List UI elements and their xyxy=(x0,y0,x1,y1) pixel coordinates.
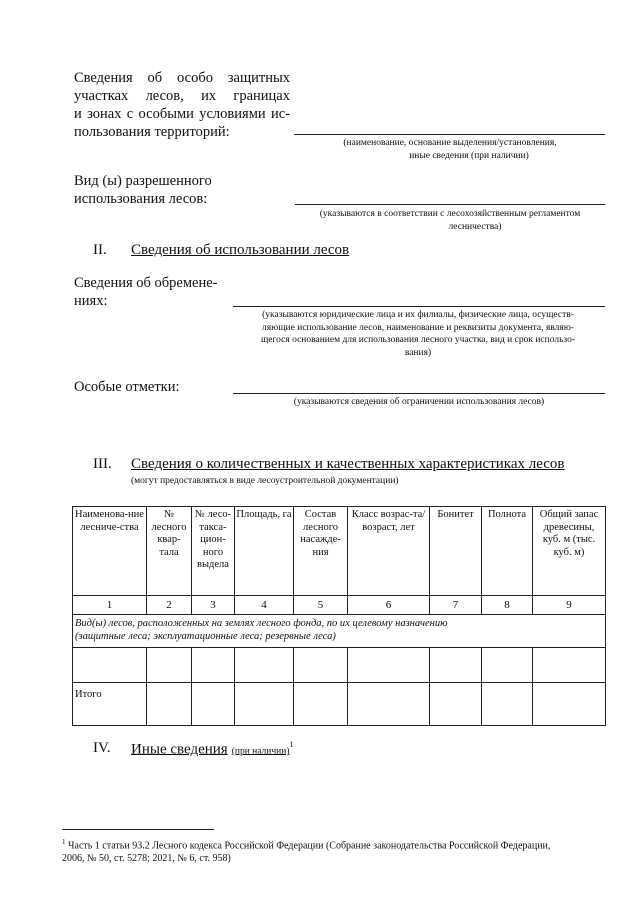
table-number-row xyxy=(73,596,606,615)
footnote-mark: 1 xyxy=(62,838,66,846)
encumbrance-label xyxy=(74,274,244,310)
header-cell-forestry: Наименова-ние лесниче-ства xyxy=(73,507,147,596)
forest-characteristics-table xyxy=(72,506,606,726)
table-cell[interactable] xyxy=(430,683,482,726)
header-cell-bonitet: Бонитет xyxy=(430,507,482,596)
header-cell-composition: Состав лесного насажде-ния xyxy=(294,507,348,596)
protected-areas-hint xyxy=(300,137,600,162)
protected-areas-label xyxy=(74,69,290,123)
table-cell[interactable] xyxy=(430,648,482,683)
forest-type-line: Вид(ы) лесов, расположенных на землях лесного фонда, по их целевому назначению xyxy=(75,618,448,629)
header-cell-allotment: № лесо-такса-цион-ного выдела xyxy=(192,507,235,596)
hint-line: ляющие использование лесов, наименование и реквизиты документа, являю- xyxy=(262,322,574,333)
header-cell-density: Полнота xyxy=(482,507,533,596)
column-number: 1 xyxy=(73,596,147,615)
footnote-line: 2006, № 50, ст. 5278; 2021, № 6, ст. 958) xyxy=(62,853,231,865)
table-cell[interactable] xyxy=(294,683,348,726)
table-forest-type-row xyxy=(73,615,606,648)
permitted-label-line: Вид (ы) разрешенного xyxy=(74,173,212,189)
section-4-heading xyxy=(131,740,293,758)
permitted-use-field-line[interactable] xyxy=(295,204,605,205)
section-2-number: II. xyxy=(93,242,107,258)
hint-line: (наименование, основание выделения/установления, xyxy=(343,138,557,148)
section-3-title: Сведения о количественных и качественных характеристиках лесов xyxy=(131,456,565,472)
hint-line: (указываются в соответствии с лесохозяйственным регламентом xyxy=(319,209,581,219)
column-number: 4 xyxy=(235,596,294,615)
special-marks-field-line[interactable] xyxy=(233,393,605,394)
special-marks-hint: (указываются сведения об ограничении использования лесов) xyxy=(293,397,545,407)
table-header-row xyxy=(73,507,606,596)
hint-line: иные сведения (при наличии) xyxy=(409,150,529,161)
column-number: 3 xyxy=(192,596,235,615)
encumbrance-label-line: Сведения об обремене- xyxy=(74,275,218,291)
footnote xyxy=(62,836,610,865)
header-cell-quarter: № лесного квар-тала xyxy=(147,507,192,596)
section-4-title: Иные сведения xyxy=(131,741,228,758)
forest-type-cell xyxy=(73,615,606,648)
protected-label-last: пользования территорий: xyxy=(74,124,230,140)
protected-label-line: участках лесов, их границах xyxy=(74,88,290,104)
footnote-divider xyxy=(62,829,214,830)
header-cell-age-class: Класс возрас-та/ возраст, лет xyxy=(348,507,430,596)
special-marks-label: Особые отметки: xyxy=(74,379,180,395)
table-cell[interactable] xyxy=(482,648,533,683)
column-number: 5 xyxy=(294,596,348,615)
section-4-note: (при наличии) xyxy=(231,746,290,757)
encumbrance-label-line: ниях: xyxy=(74,293,108,309)
column-number: 6 xyxy=(348,596,430,615)
table-cell[interactable] xyxy=(147,683,192,726)
footnote-line xyxy=(62,836,610,852)
hint-line: (указываются юридические лица и их филиалы, физические лица, осуществ- xyxy=(262,310,574,320)
footnote-text: Часть 1 статьи 93.2 Лесного кодекса Российской Федерации (Собрание законодательства Российской Федерации, xyxy=(68,840,551,852)
hint-line: вания) xyxy=(404,347,432,358)
encumbrance-hint xyxy=(226,309,610,359)
table-cell[interactable] xyxy=(192,683,235,726)
table-cell[interactable] xyxy=(348,648,430,683)
hint-line: щегося основанием для использования лесного участка, вид и срок использо- xyxy=(260,335,576,345)
table-cell[interactable] xyxy=(533,648,606,683)
section-3-number: III. xyxy=(93,456,112,472)
table-cell[interactable] xyxy=(192,648,235,683)
table-cell[interactable] xyxy=(235,683,294,726)
table-cell[interactable] xyxy=(235,648,294,683)
table-cell[interactable] xyxy=(294,648,348,683)
section-4-number: IV. xyxy=(93,740,111,756)
footnote-ref: 1 xyxy=(289,740,294,749)
table-cell[interactable] xyxy=(482,683,533,726)
encumbrance-field-line[interactable] xyxy=(233,306,605,307)
hint-line: лесничества) xyxy=(448,221,502,232)
column-number: 8 xyxy=(482,596,533,615)
permitted-use-label xyxy=(74,172,294,208)
column-number: 9 xyxy=(533,596,606,615)
table-row xyxy=(73,648,606,683)
table-cell[interactable] xyxy=(348,683,430,726)
header-cell-area: Площадь, га xyxy=(235,507,294,596)
column-number: 7 xyxy=(430,596,482,615)
section-3-note: (могут предоставляться в виде лесоустроительной документации) xyxy=(131,476,399,486)
table-cell[interactable] xyxy=(533,683,606,726)
protected-label-line: и зонах с особыми условиями ис- xyxy=(74,106,290,122)
section-2-title: Сведения об использовании лесов xyxy=(131,242,350,258)
protected-areas-field-line[interactable] xyxy=(294,134,605,135)
total-label-cell: Итого xyxy=(73,683,147,726)
table-total-row xyxy=(73,683,606,726)
permitted-label-line: использования лесов: xyxy=(74,191,208,207)
forest-type-line: (защитные леса; эксплуатационные леса; резервные леса) xyxy=(75,630,336,642)
column-number: 2 xyxy=(147,596,192,615)
table-cell[interactable] xyxy=(73,648,147,683)
table-cell[interactable] xyxy=(147,648,192,683)
protected-label-line: Сведения об особо защитных xyxy=(74,70,290,86)
header-cell-stock: Общий запас древесины, куб. м (тыс. куб. м) xyxy=(533,507,606,596)
permitted-use-hint xyxy=(292,208,608,233)
